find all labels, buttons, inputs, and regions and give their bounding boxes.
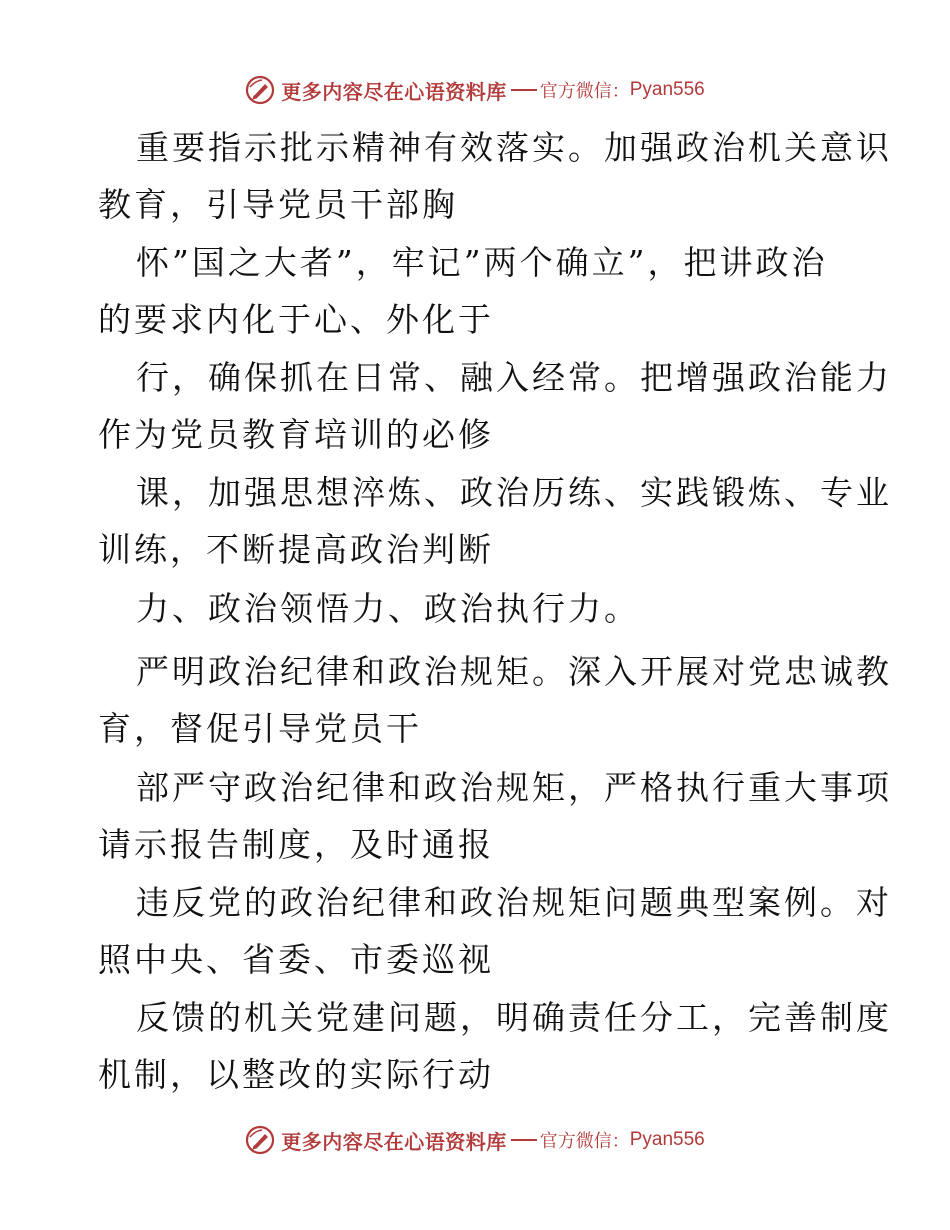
footer-wechat-label: 官方微信： [539, 1131, 630, 1152]
body-line: 课，加强思想淬炼、政治历练、实践锻炼、专业 [136, 473, 892, 512]
header-banner [0, 70, 950, 110]
footer-banner [0, 1120, 950, 1160]
header-wechat-id: Pyan556 [629, 79, 705, 100]
header-title: 更多内容尽在心语资料库 [281, 79, 507, 104]
body-line: 作为党员教育培训的必修 [98, 415, 494, 454]
body-line: 机制，以整改的实际行动 [98, 1055, 494, 1094]
header-dash [511, 89, 537, 91]
body-line: 违反党的政治纪律和政治规矩问题典型案例。对 [136, 883, 892, 922]
body-line: 教育，引导党员干部胸 [98, 185, 458, 224]
header-wechat-label: 官方微信： [539, 81, 630, 102]
body-line: 重要指示批示精神有效落实。加强政治机关意识 [136, 128, 892, 167]
body-line: 部严守政治纪律和政治规矩，严格执行重大事项 [136, 768, 892, 807]
footer-wechat-id: Pyan556 [629, 1129, 705, 1150]
pen-nib-logo-icon [245, 75, 275, 105]
body-line: 怀”国之大者”，牢记”两个确立”，把讲政治 [136, 243, 828, 282]
body-line: 的要求内化于心、外化于 [98, 300, 494, 339]
body-line: 育，督促引导党员干 [98, 709, 422, 748]
footer-title: 更多内容尽在心语资料库 [281, 1129, 507, 1154]
body-line: 反馈的机关党建问题，明确责任分工，完善制度 [136, 998, 892, 1037]
body-line: 严明政治纪律和政治规矩。深入开展对党忠诚教 [136, 652, 892, 691]
body-line: 力、政治领悟力、政治执行力。 [136, 589, 640, 628]
body-line: 训练，不断提高政治判断 [98, 530, 494, 569]
body-line: 照中央、省委、市委巡视 [98, 940, 494, 979]
body-line: 请示报告制度，及时通报 [98, 825, 494, 864]
footer-dash [511, 1139, 537, 1141]
body-line: 行，确保抓在日常、融入经常。把增强政治能力 [136, 358, 892, 397]
pen-nib-logo-icon [245, 1125, 275, 1155]
